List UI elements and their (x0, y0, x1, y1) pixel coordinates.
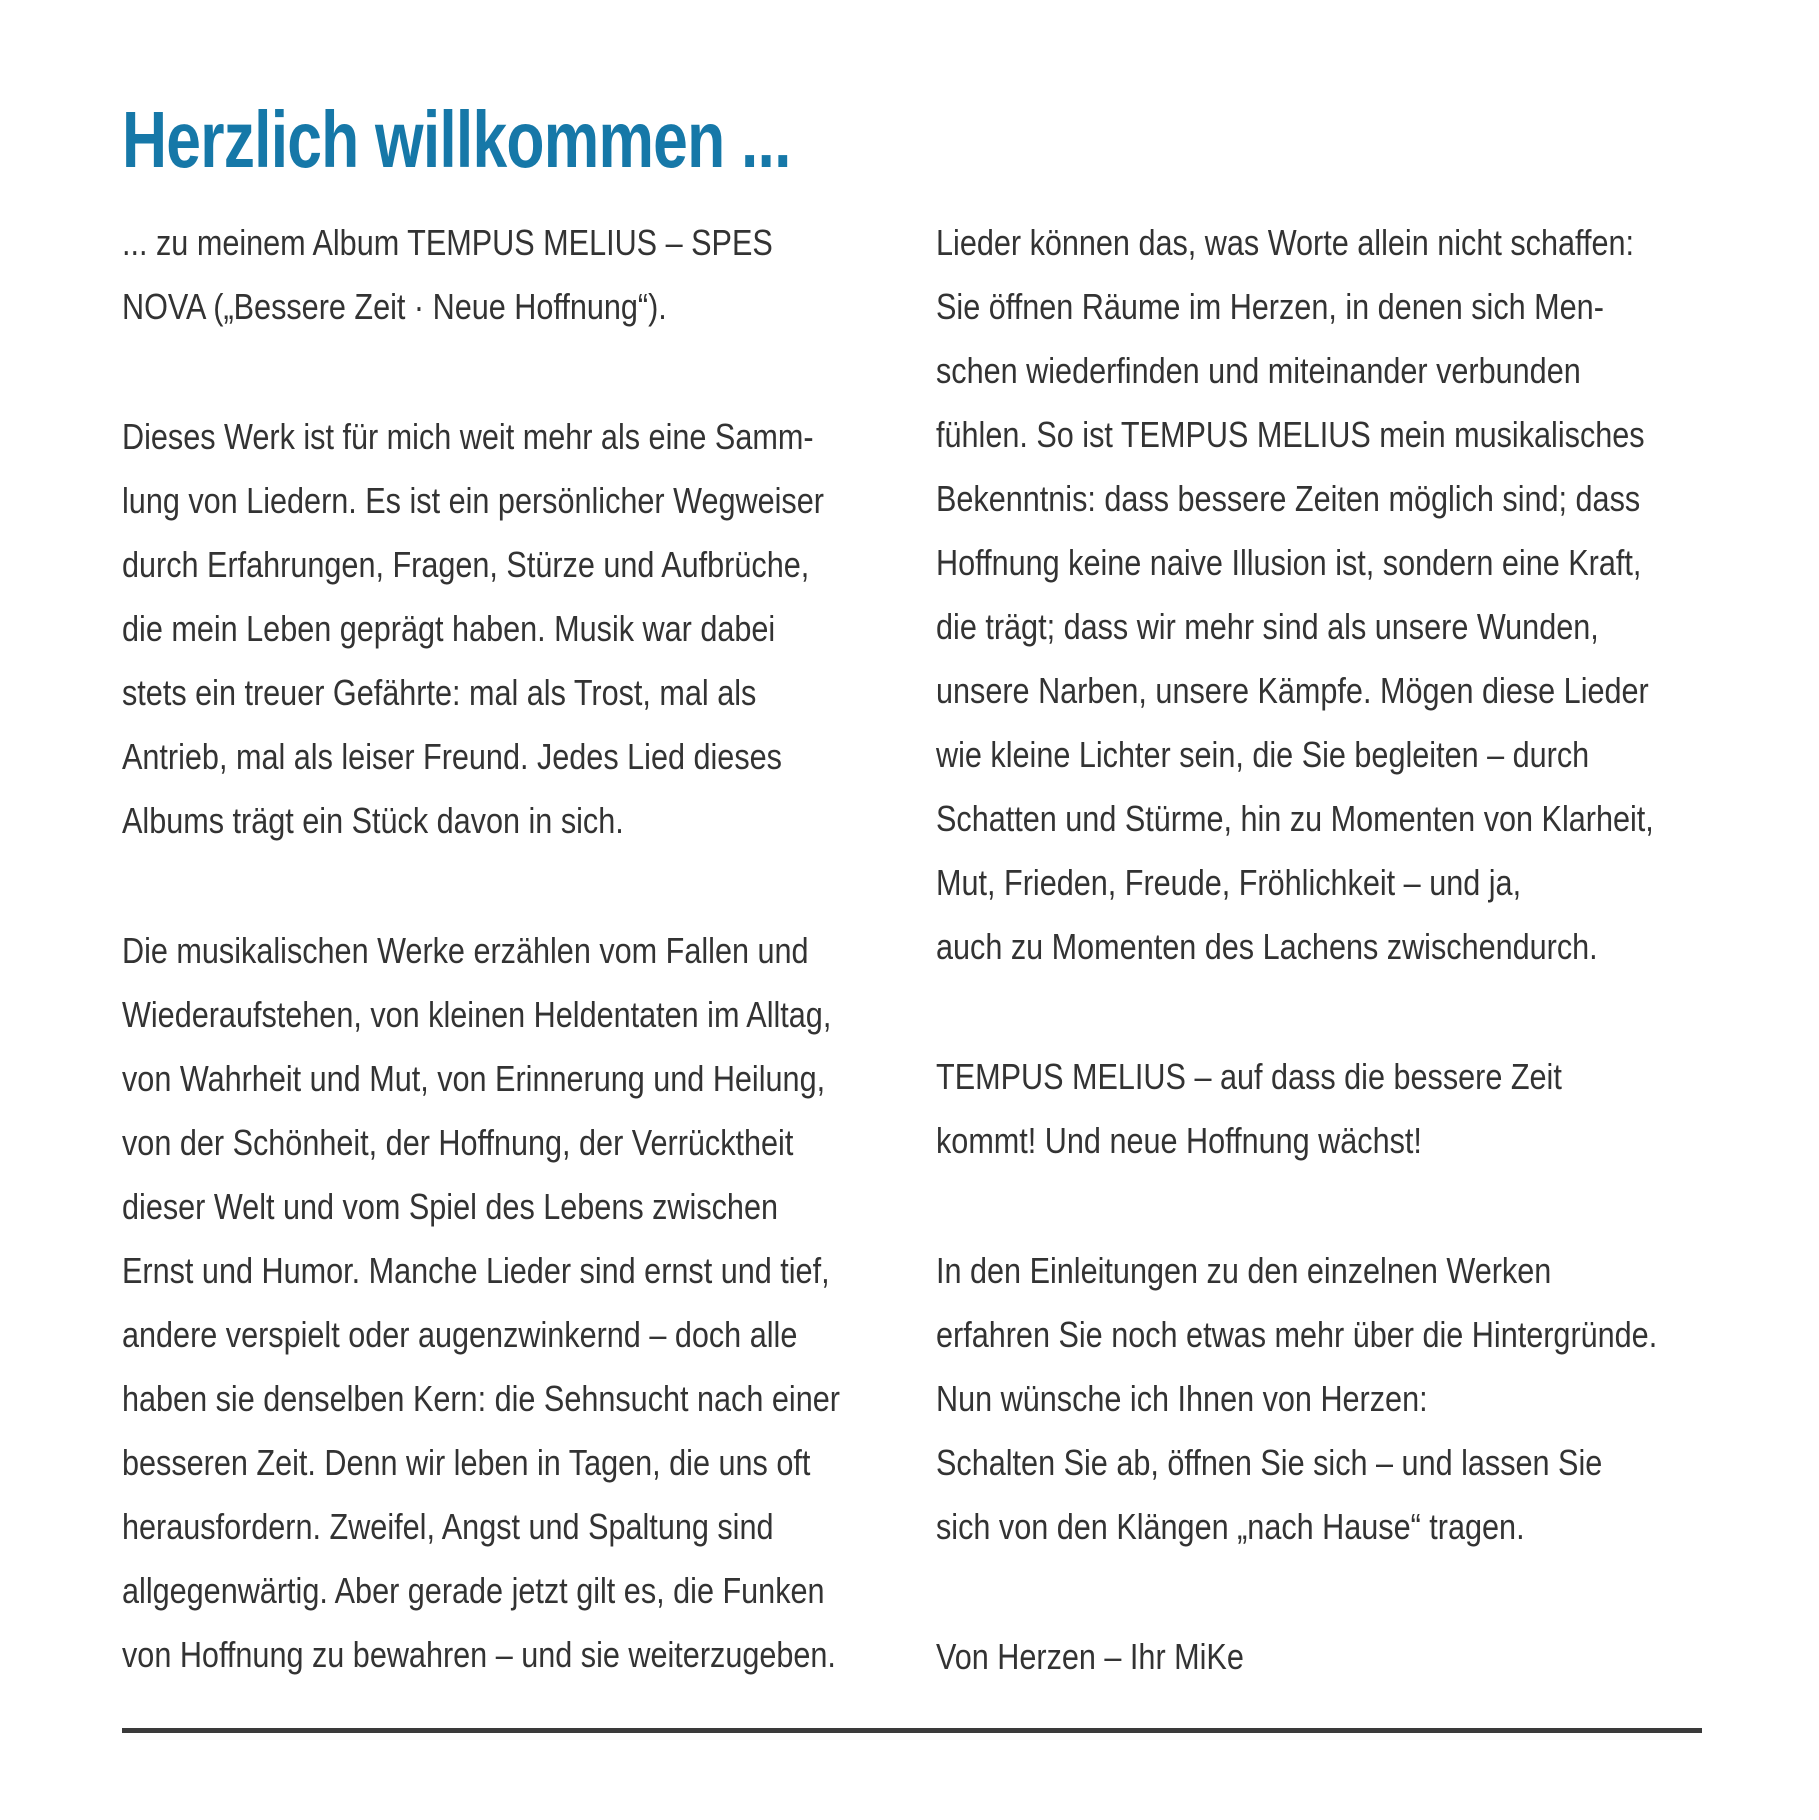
text-line: herausfordern. Zweifel, Angst und Spaltung sind (122, 1506, 774, 1547)
text-line: die trägt; dass wir mehr sind als unsere Wunden, (936, 606, 1599, 647)
text-line: Sie öffnen Räume im Herzen, in denen sich Men- (936, 286, 1604, 327)
paragraph (936, 1239, 1658, 1559)
text-line: Von Herzen – Ihr MiKe (936, 1636, 1244, 1677)
text-line: unsere Narben, unsere Kämpfe. Mögen diese Lieder (936, 670, 1649, 711)
paragraph (122, 405, 824, 853)
text-line: Ernst und Humor. Manche Lieder sind ernst und tief, (122, 1250, 830, 1291)
text-line: sich von den Klängen „nach Hause“ tragen. (936, 1506, 1525, 1547)
text-line: Schatten und Stürme, hin zu Momenten von Klarheit, (936, 798, 1654, 839)
text-line: Die musikalischen Werke erzählen vom Fallen und (122, 930, 809, 971)
left-text-column (122, 211, 840, 1753)
text-line: Schalten Sie ab, öffnen Sie sich – und lassen Sie (936, 1442, 1603, 1483)
text-line: von Hoffnung zu bewahren – und sie weiterzugeben. (122, 1634, 836, 1675)
text-line: In den Einleitungen zu den einzelnen Werken (936, 1250, 1552, 1291)
text-line: Albums trägt ein Stück davon in sich. (122, 800, 624, 841)
text-line: wie kleine Lichter sein, die Sie begleiten – durch (936, 734, 1590, 775)
text-line: TEMPUS MELIUS – auf dass die bessere Zeit (936, 1056, 1562, 1097)
right-text-column (936, 211, 1658, 1755)
text-line: auch zu Momenten des Lachens zwischendurch. (936, 926, 1598, 967)
text-line: schen wiederfinden und miteinander verbunden (936, 350, 1581, 391)
text-line: ... zu meinem Album TEMPUS MELIUS – SPES (122, 222, 773, 263)
text-line: haben sie denselben Kern: die Sehnsucht nach einer (122, 1378, 840, 1419)
text-line: Hoffnung keine naive Illusion ist, sondern eine Kraft, (936, 542, 1642, 583)
paragraph (936, 1045, 1625, 1173)
paragraph (936, 211, 1654, 979)
paragraph (122, 211, 802, 339)
text-line: Nun wünsche ich Ihnen von Herzen: (936, 1378, 1428, 1419)
text-line: Dieses Werk ist für mich weit mehr als eine Samm- (122, 416, 814, 457)
page-title: Herzlich willkommen ... (122, 95, 791, 184)
text-line: Bekenntnis: dass bessere Zeiten möglich sind; dass (936, 478, 1641, 519)
text-line: fühlen. So ist TEMPUS MELIUS mein musikalisches (936, 414, 1645, 455)
text-line: lung von Liedern. Es ist ein persönlicher Wegweiser (122, 480, 824, 521)
text-line: stets ein treuer Gefährte: mal als Trost, mal als (122, 672, 757, 713)
paragraph (936, 1625, 1625, 1689)
text-line: dieser Welt und vom Spiel des Lebens zwischen (122, 1186, 778, 1227)
text-line: durch Erfahrungen, Fragen, Stürze und Aufbrüche, (122, 544, 810, 585)
text-line: von der Schönheit, der Hoffnung, der Verrücktheit (122, 1122, 794, 1163)
text-line: Mut, Frieden, Freude, Fröhlichkeit – und ja, (936, 862, 1522, 903)
text-line: Lieder können das, was Worte allein nicht schaffen: (936, 222, 1634, 263)
footer-divider (122, 1728, 1702, 1733)
text-line: NOVA („Bessere Zeit · Neue Hoffnung“). (122, 286, 667, 327)
text-line: Wiederaufstehen, von kleinen Heldentaten im Alltag, (122, 994, 832, 1035)
text-line: besseren Zeit. Denn wir leben in Tagen, die uns oft (122, 1442, 811, 1483)
text-line: allgegenwärtig. Aber gerade jetzt gilt es, die Funken (122, 1570, 825, 1611)
text-line: von Wahrheit und Mut, von Erinnerung und Heilung, (122, 1058, 826, 1099)
text-line: erfahren Sie noch etwas mehr über die Hintergründe. (936, 1314, 1658, 1355)
text-line: andere verspielt oder augenzwinkernd – doch alle (122, 1314, 798, 1355)
text-line: die mein Leben geprägt haben. Musik war dabei (122, 608, 776, 649)
text-line: kommt! Und neue Hoffnung wächst! (936, 1120, 1422, 1161)
paragraph (122, 919, 840, 1687)
text-line: Antrieb, mal als leiser Freund. Jedes Lied dieses (122, 736, 782, 777)
